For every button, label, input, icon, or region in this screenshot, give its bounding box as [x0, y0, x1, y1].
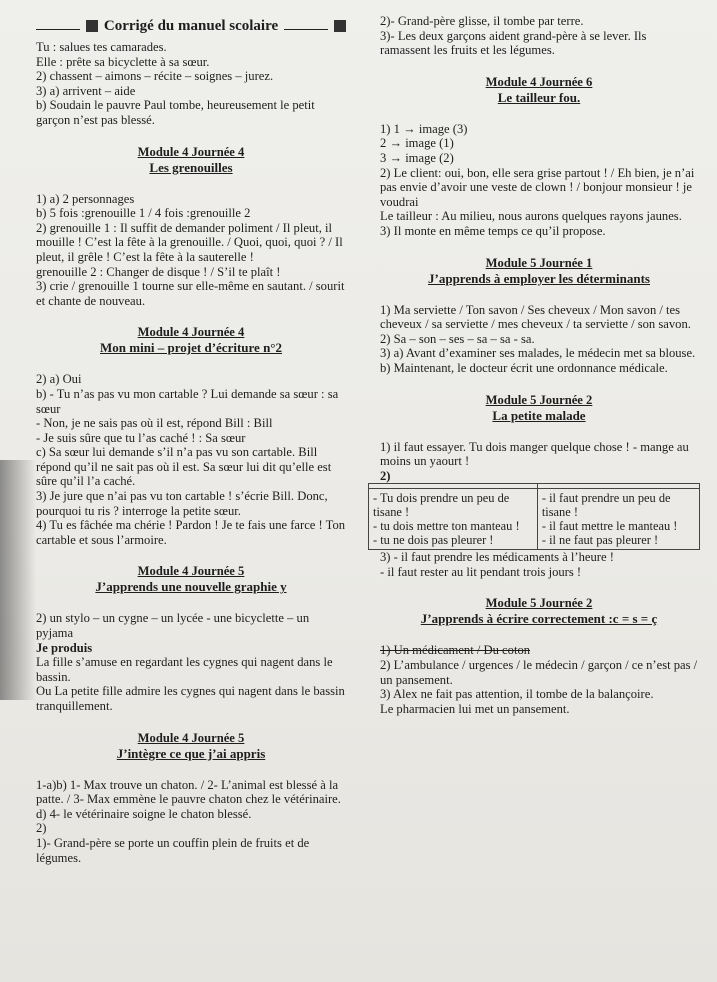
intro-line: Elle : prête sa bicyclette à sa sœur. [36, 54, 210, 69]
answer-line: Ou La petite fille admire les cygnes qui nagent dans le bassin tranquillement. [36, 684, 345, 713]
section-heading-determinants [380, 255, 698, 287]
table-row [369, 489, 700, 550]
answer-line: c) Sa sœur lui demande s’il n’a pas vu son cartable. Bill répond qu’il ne sait pas où il est. Sa sœur lui dit qu’elle est sûre qu’il l’a caché. [36, 445, 332, 489]
section-subheading: J’apprends à écrire correctement :c = s = ç [420, 611, 658, 627]
table-cell-text: - il faut prendre un peu de tisane ! [541, 491, 671, 520]
square-icon [86, 20, 98, 32]
answer-line: - Non, je ne sais pas où il est, répond Bill : Bill [36, 416, 273, 431]
answer-table [368, 483, 700, 550]
section-heading-mini-projet [36, 324, 346, 356]
title-bar [36, 12, 346, 40]
table-cell [369, 489, 538, 550]
answer-line: 3) a) Avant d’examiner ses malades, le médecin met sa blouse. [380, 346, 696, 361]
answer-line: 3) - il faut prendre les médicaments à l’heure ! [380, 550, 614, 565]
section-heading: Module 4 Journée 5 [137, 730, 245, 745]
answer-line: La fille s’amuse en regardant les cygnes qui nagent dans le bassin. [36, 655, 333, 684]
answer-line: 3) crie / grenouille 1 tourne sur elle-même en sautant. / sourit et chante de nouveau. [36, 279, 345, 308]
section-heading-ecrire [380, 595, 698, 627]
answer-line: 1-a)b) 1- Max trouve un chaton. / 2- L’animal est blessé à la patte. / 3- Max emmène le pauvre chaton chez le vétérinaire. [36, 777, 341, 807]
section-heading-integre [36, 730, 346, 762]
left-column [36, 12, 346, 865]
section-subheading: La petite malade [492, 407, 586, 423]
answer-line: - Je suis sûre que tu l’as caché ! : Sa sœur [36, 430, 246, 445]
answer-line: 3 → image (2) [380, 150, 454, 165]
page-shadow [0, 460, 36, 700]
intro-line: b) Soudain le pauvre Paul tombe, heureusement le petit garçon n’est pas blessé. [36, 98, 315, 127]
section-heading-graphie [36, 563, 346, 595]
section-heading-tailleur [380, 74, 698, 106]
section-subheading: Mon mini – projet d’écriture n°2 [100, 340, 282, 356]
section-heading-grenouilles [36, 144, 346, 176]
table-cell-text: - tu ne dois pas pleurer ! [373, 533, 494, 548]
answer-line: 2) [36, 821, 47, 836]
section-heading: Module 5 Journée 1 [485, 255, 593, 270]
answer-line: 2) [380, 468, 391, 483]
section-heading: Module 4 Journée 4 [137, 144, 245, 159]
section-heading-malade [380, 392, 698, 424]
answer-line: 2) Sa – son – ses – sa – sa - sa. [380, 331, 535, 346]
section-heading: Module 4 Journée 5 [137, 564, 245, 579]
table-cell-text: - il ne faut pas pleurer ! [541, 533, 659, 548]
answer-line: - il faut rester au lit pendant trois jours ! [380, 564, 582, 579]
answer-line: 3) Alex ne fait pas attention, il tombe de la balançoire. [380, 687, 654, 702]
answer-line: 3) Je jure que n’ai pas vu ton cartable ! s’écrie Bill. Donc, pourquoi tu ris ? interroge la petite sœur. [36, 489, 328, 518]
answer-line: 3) Il monte en même temps ce qu’il propose. [380, 223, 606, 238]
answer-line: 2) L’ambulance / urgences / le médecin / garçon / ce n’est pas / un pansement. [380, 658, 698, 687]
section-heading: Module 5 Journée 2 [485, 596, 593, 611]
answer-line: 3)- Les deux garçons aident grand-père à se lever. Ils ramassent les fruits et les légumes. [380, 28, 647, 58]
page-title: Corrigé du manuel scolaire [103, 17, 279, 34]
table-cell-text: - Tu dois prendre un peu de tisane ! [373, 491, 510, 520]
answer-line: 1) 1 → image (3) [380, 121, 468, 136]
right-column [373, 14, 698, 716]
section-heading: Module 5 Journée 2 [485, 392, 593, 407]
section-heading: Module 4 Journée 6 [485, 74, 593, 89]
answer-line: 2) Le client: oui, bon, elle sera grise partout ! / Eh bien, je n’ai pas envie d’avoir une veste de clown ! / bonjour monsieur ! je voudrai [380, 165, 695, 209]
intro-line: 2) chassent – aimons – récite – soignes – jurez. [36, 69, 274, 84]
answer-line: 2) grenouille 1 : Il suffit de demander poliment / Il pleut, il mouille ! C’est la fête à la grenouille. / Quoi, quoi, quoi ? / Il pleut, il grêle ! C’est la fête à la sauterelle ! [36, 220, 343, 264]
answer-line: b) 5 fois :grenouille 1 / 4 fois :grenouille 2 [36, 206, 251, 221]
table-cell [537, 489, 699, 550]
intro-line: 3) a) arrivent – aide [36, 83, 136, 98]
answer-line: Le pharmacien lui met un pansement. [380, 701, 570, 716]
answer-line: 1)- Grand-père se porte un couffin plein de fruits et de légumes. [36, 835, 310, 865]
answer-line: 2) un stylo – un cygne – un lycée - une bicyclette – un pyjama [36, 611, 310, 641]
answer-line: 1) Ma serviette / Ton savon / Ses cheveux / Mon savon / tes cheveux / sa serviette / mes cheveux / ta serviette / son savon. [380, 302, 691, 332]
answer-line: grenouille 2 : Changer de disque ! / S’il te plaît ! [36, 264, 281, 279]
answer-line: 2 → image (1) [380, 136, 454, 151]
table-cell-text: - il faut mettre le manteau ! [541, 519, 678, 534]
answer-line: 2)- Grand-père glisse, il tombe par terre. [380, 14, 584, 28]
answer-line: 4) Tu es fâchée ma chérie ! Pardon ! Je te fais une farce ! Ton cartable et sous l’armoire. [36, 518, 346, 547]
title-rule-left [36, 29, 80, 30]
answer-line: b) - Tu n’as pas vu mon cartable ? Lui demande sa sœur : sa sœur [36, 386, 339, 416]
section-subheading: Le tailleur fou. [497, 89, 581, 105]
section-subheading: J’apprends une nouvelle graphie y [95, 579, 287, 595]
square-icon [334, 20, 346, 32]
section-subheading: J’apprends à employer les déterminants [428, 270, 650, 286]
section-subheading: Les grenouilles [149, 159, 233, 175]
title-rule-right [284, 29, 328, 30]
section-heading: Module 4 Journée 4 [137, 325, 245, 340]
answer-line: 2) a) Oui [36, 372, 82, 387]
section-subheading: J’intègre ce que j’ai appris [116, 745, 266, 761]
intro-line: Tu : salues tes camarades. [36, 40, 167, 54]
answer-line: 1) il faut essayer. Tu dois manger quelque chose ! - mange au moins un yaourt ! [380, 439, 689, 469]
answer-line: Le tailleur : Au milieu, nous aurons quelques rayons jaunes. [380, 209, 682, 224]
table-cell-text: - tu dois mettre ton manteau ! [373, 519, 520, 534]
struck-line: 1) Un médicament / Du coton [380, 643, 531, 658]
answer-line: Je produis [36, 640, 93, 655]
answer-line: b) Maintenant, le docteur écrit une ordonnance médicale. [380, 360, 668, 375]
answer-line: d) 4- le vétérinaire soigne le chaton blessé. [36, 806, 252, 821]
answer-line: 1) a) 2 personnages [36, 191, 135, 206]
